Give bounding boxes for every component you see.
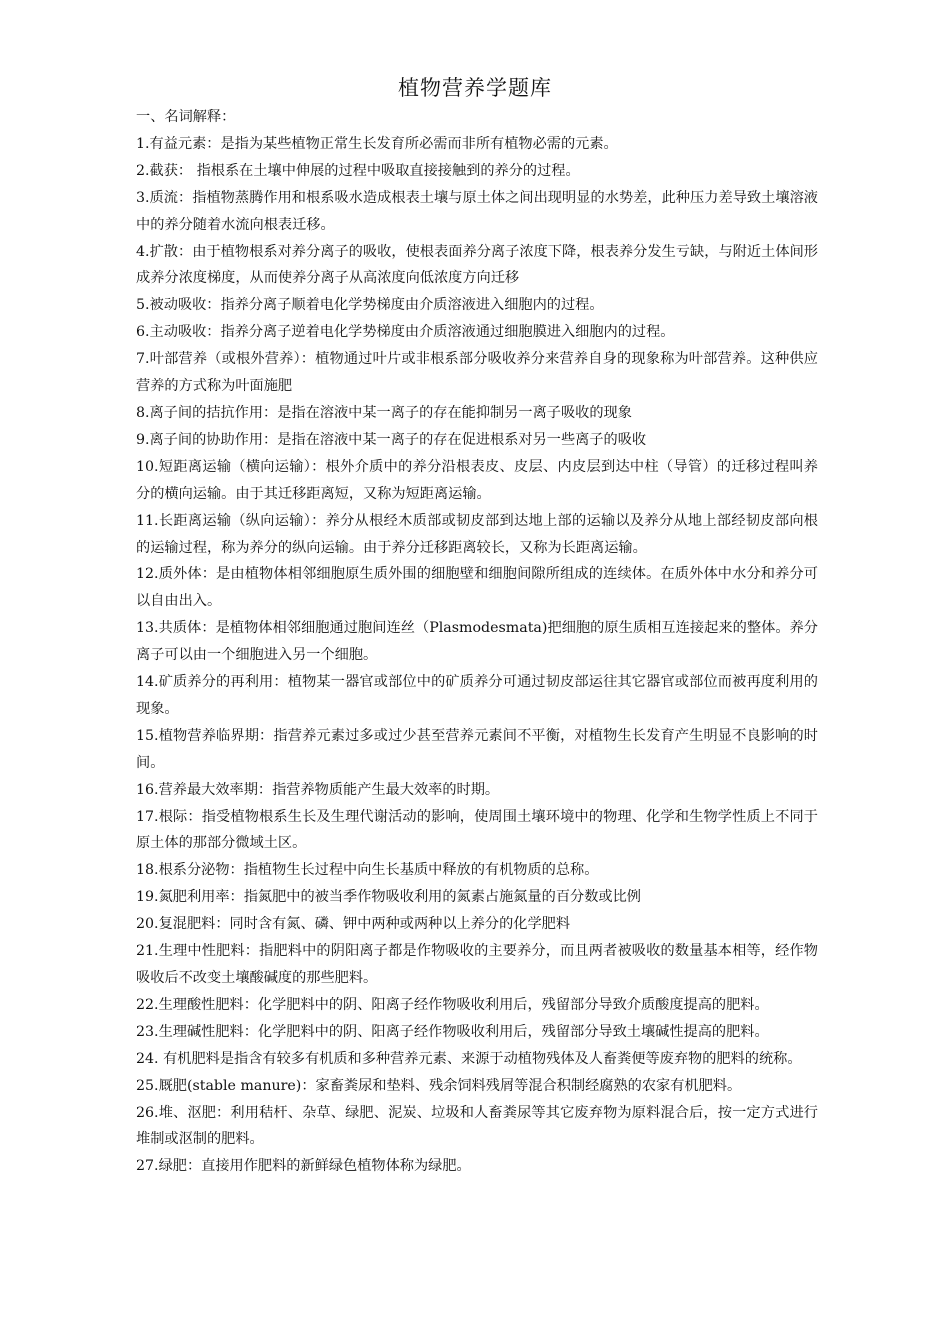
term-definition: 11.长距离运输（纵向运输）：养分从根经木质部或韧皮部到达地上部的运输以及养分从地上部经韧皮部向根的运输过程，称为养分的纵向运输。由于养分迁移距离较长，又称为长距离运输。 — [136, 512, 818, 556]
term-definition: 13.共质体：是植物体相邻细胞通过胞间连丝（Plasmodesmata)把细胞的原生质相互连接起来的整体。养分离子可以由一个细胞进入另一个细胞。 — [136, 620, 818, 664]
section-heading: 一、名词解释： — [136, 109, 236, 125]
term-definition: 5.被动吸收：指养分离子顺着电化学势梯度由介质溶液进入细胞内的过程。 — [136, 297, 604, 314]
term-definition: 18.根系分泌物：指植物生长过程中向生长基质中释放的有机物质的总称。 — [136, 862, 599, 879]
term-definition: 4.扩散：由于植物根系对养分离子的吸收，使根表面养分离子浓度下降，根表养分发生亏缺，与附近土体间形成养分浓度梯度，从而使养分离子从高浓度向低浓度方向迁移 — [136, 243, 818, 287]
term-definition: 12.质外体：是由植物体相邻细胞原生质外围的细胞壁和细胞间隙所组成的连续体。在质外体中水分和养分可以自由出入。 — [136, 566, 818, 610]
term-definition: 20.复混肥料：同时含有氮、磷、钾中两种或两种以上养分的化学肥料 — [136, 916, 571, 933]
page-title: 植物营养学题库 — [398, 76, 552, 100]
term-definition: 23.生理碱性肥料：化学肥料中的阴、阳离子经作物吸收利用后，残留部分导致土壤碱性提高的肥料。 — [136, 1023, 769, 1040]
term-definition: 21.生理中性肥料：指肥料中的阴阳离子都是作物吸收的主要养分，而且两者被吸收的数量基本相等，经作物吸收后不改变土壤酸碱度的那些肥料。 — [136, 943, 818, 986]
term-definition: 19.氮肥利用率：指氮肥中的被当季作物吸收利用的氮素占施氮量的百分数或比例 — [136, 889, 641, 906]
term-definition: 22.生理酸性肥料：化学肥料中的阴、阳离子经作物吸收利用后，残留部分导致介质酸度提高的肥料。 — [136, 996, 769, 1013]
term-definition: 10.短距离运输（横向运输）：根外介质中的养分沿根表皮、皮层、内皮层到达中柱（导管）的迁移过程叫养分的横向运输。由于其迁移距离短，又称为短距离运输。 — [136, 458, 818, 502]
document-body — [136, 104, 818, 1180]
term-definition: 26.堆、沤肥：利用秸杆、杂草、绿肥、泥炭、垃圾和人畜粪尿等其它废弃物为原料混合后，按一定方式进行堆制或沤制的肥料。 — [136, 1104, 818, 1148]
term-definition: 25.厩肥(stable manure)：家畜粪尿和垫料、残余饲料残屑等混合积制经腐熟的农家有机肥料。 — [136, 1077, 742, 1094]
term-definition: 24. 有机肥料是指含有较多有机质和多种营养元素、来源于动植物残体及人畜粪便等废弃物的肥料的统称。 — [136, 1050, 802, 1067]
term-definition: 8.离子间的拮抗作用：是指在溶液中某一离子的存在能抑制另一离子吸收的现象 — [136, 404, 632, 421]
term-definition: 16.营养最大效率期：指营养物质能产生最大效率的时期。 — [136, 781, 500, 798]
term-definition: 27.绿肥：直接用作肥料的新鲜绿色植物体称为绿肥。 — [136, 1158, 471, 1175]
term-definition: 6.主动吸收：指养分离子逆着电化学势梯度由介质溶液通过细胞膜进入细胞内的过程。 — [136, 324, 675, 341]
term-definition: 2.截获： 指根系在土壤中伸展的过程中吸取直接接触到的养分的过程。 — [136, 162, 580, 179]
term-definition: 14.矿质养分的再利用：植物某一器官或部位中的矿质养分可通过韧皮部运往其它器官或部位而被再度利用的现象。 — [136, 674, 818, 717]
term-definition: 1.有益元素：是指为某些植物正常生长发育所必需而非所有植物必需的元素。 — [136, 135, 618, 152]
term-list — [136, 131, 818, 1180]
term-definition: 15.植物营养临界期：指营养元素过多或过少甚至营养元素间不平衡，对植物生长发育产生明显不良影响的时间。 — [136, 727, 818, 771]
term-definition: 9.离子间的协助作用：是指在溶液中某一离子的存在促进根系对另一些离子的吸收 — [136, 431, 647, 448]
term-definition: 3.质流：指植物蒸腾作用和根系吸水造成根表土壤与原土体之间出现明显的水势差，此种压力差导致土壤溶液中的养分随着水流向根表迁移。 — [136, 189, 818, 233]
term-definition: 17.根际：指受植物根系生长及生理代谢活动的影响，使周围土壤环境中的物理、化学和生物学性质上不同于原土体的那部分微域土区。 — [136, 808, 818, 852]
term-definition: 7.叶部营养（或根外营养）：植物通过叶片或非根系部分吸收养分来营养自身的现象称为叶部营养。这种供应营养的方式称为叶面施肥 — [136, 351, 818, 395]
